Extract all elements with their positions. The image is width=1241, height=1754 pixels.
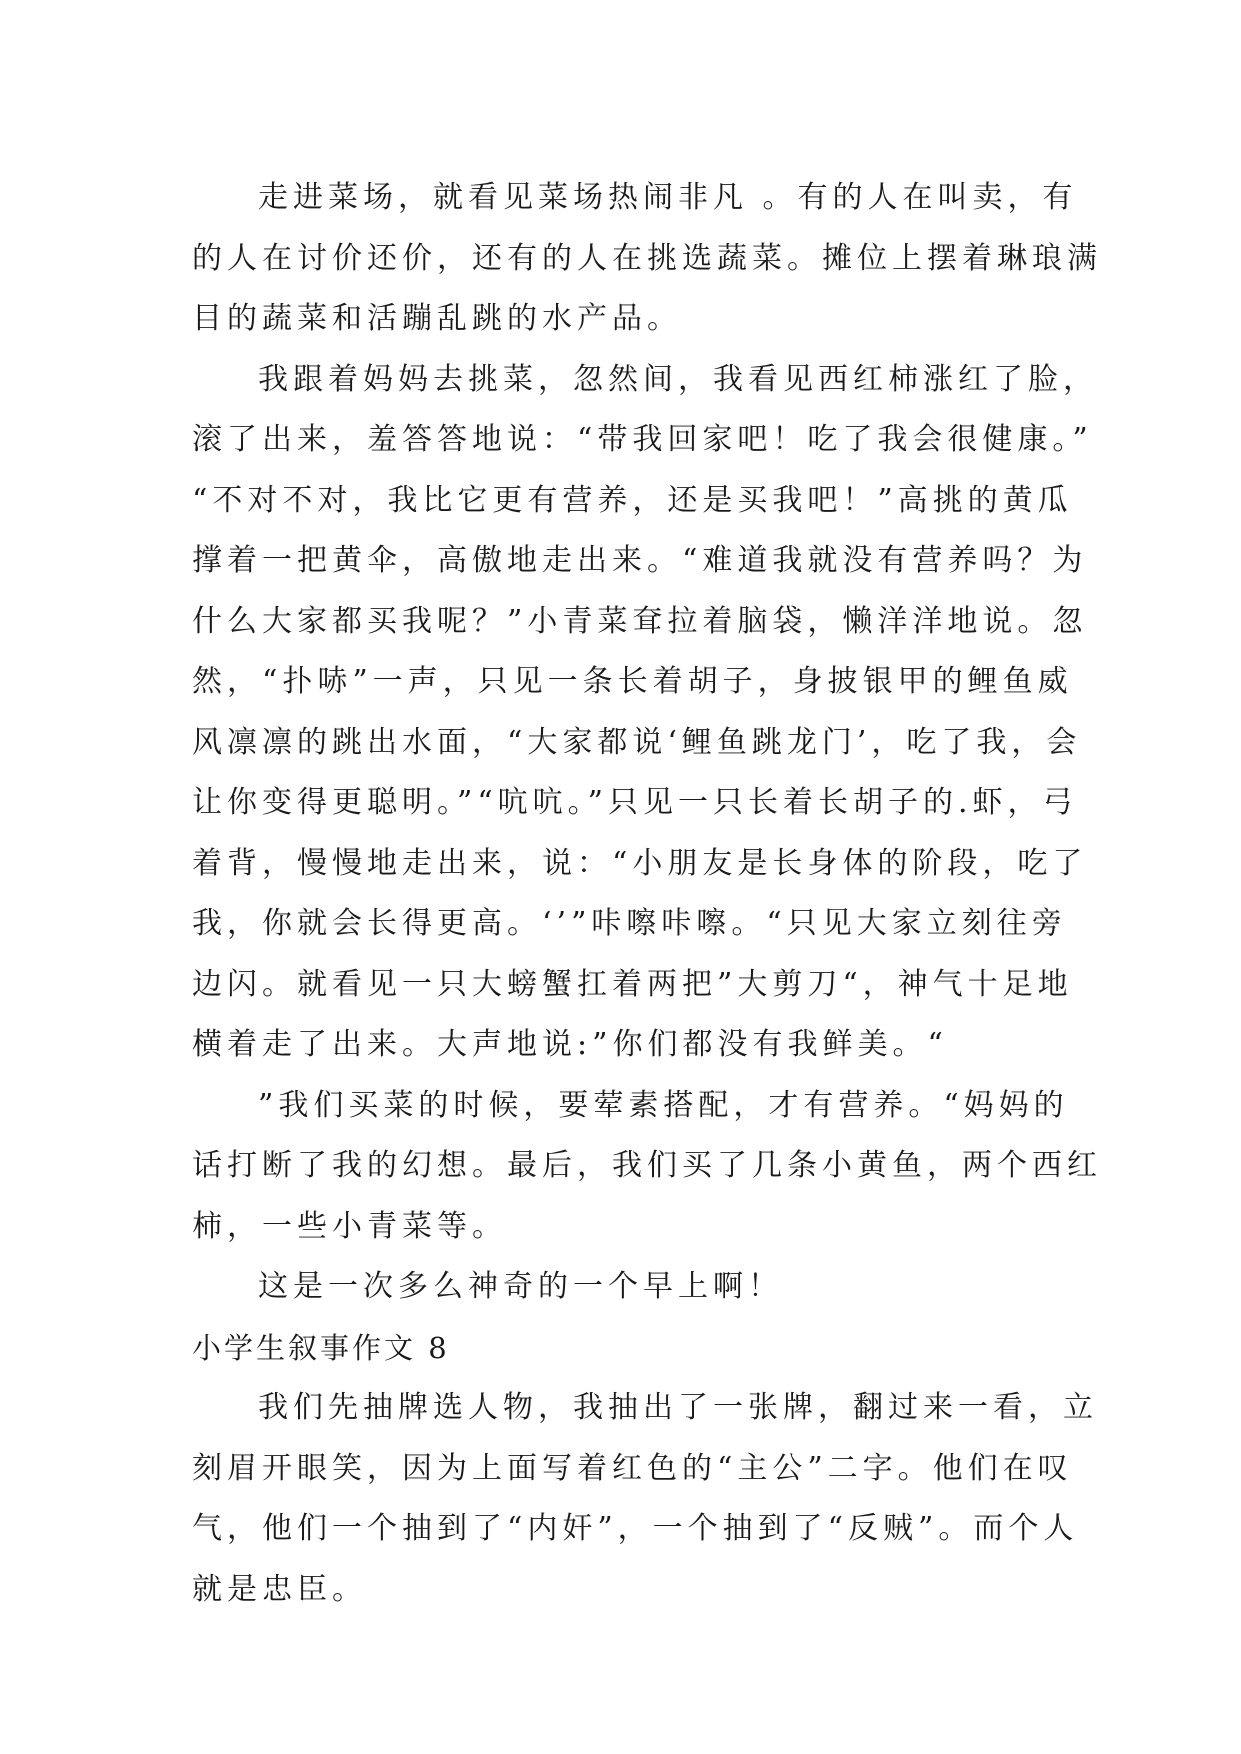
text-line: 气，他们一个抽到了“内奸”，一个抽到了“反贼”。而个人 (192, 1511, 1079, 1546)
text-line: 的人在讨价还价，还有的人在挑选蔬菜。摊位上摆着琳琅满 (192, 240, 1102, 276)
text-line: 就是忠臣。 (192, 1571, 367, 1607)
text-line: 走进菜场，就看见菜场热闹非凡 。有的人在叫卖，有 (258, 180, 1078, 215)
text-line: 刻眉开眼笑，因为上面写着红色的“主公”二字。他们在叹 (192, 1450, 1073, 1486)
text-line: 边闪。就看见一只大螃蟹扛着两把”大剪刀“，神气十足地 (192, 966, 1073, 1002)
text-line: 着背，慢慢地走出来，说：“小朋友是长身体的阶段，吃了 (192, 845, 1088, 881)
text-line: 我，你就会长得更高。‘’”咔嚓咔嚓。“只见大家立刻往旁 (192, 906, 1067, 941)
text-line: 柿，一些小青菜等。 (192, 1208, 507, 1244)
section-heading: 小学生叙事作文 8 (192, 1330, 450, 1365)
text-line: 话打断了我的幻想。最后，我们买了几条小黄鱼，两个西红 (192, 1148, 1102, 1183)
text-line: 我跟着妈妈去挑菜，忽然间，我看见西红柿涨红了脸， (258, 361, 1098, 397)
text-line: “不对不对，我比它更有营养，还是买我吧！”高挑的黄瓜 (192, 482, 1073, 518)
text-line: 横着走了出来。大声地说:”你们都没有我鲜美。“ (192, 1027, 948, 1062)
text-line: 我们先抽牌选人物，我抽出了一张牌，翻过来一看，立 (258, 1390, 1098, 1425)
text-line: 什么大家都买我呢？”小青菜耷拉着脑袋，懒洋洋地说。忽 (192, 603, 1088, 639)
text-line: 这是一次多么神奇的一个早上啊！ (258, 1269, 783, 1304)
text-line: 风凛凛的跳出水面，“大家都说‘鲤鱼跳龙门’，吃了我，会 (192, 724, 1082, 760)
text-line: 让你变得更聪明。”“吭吭。”只见一只长着长胡子的.虾，弓 (192, 785, 1078, 820)
text-line: 然，“扑哧”一声，只见一条长着胡子，身披银甲的鲤鱼威 (192, 664, 1073, 699)
text-line: ”我们买菜的时候，要荤素搭配，才有营养。“妈妈的 (258, 1087, 1069, 1123)
text-line: 滚了出来，羞答答地说：“带我回家吧！吃了我会很健康。” (192, 422, 1093, 457)
document-body (192, 168, 1102, 1620)
text-line: 撑着一把黄伞，高傲地走出来。“难道我就没有营养吗？为 (192, 543, 1088, 578)
text-line: 目的蔬菜和活蹦乱跳的水产品。 (192, 301, 682, 336)
